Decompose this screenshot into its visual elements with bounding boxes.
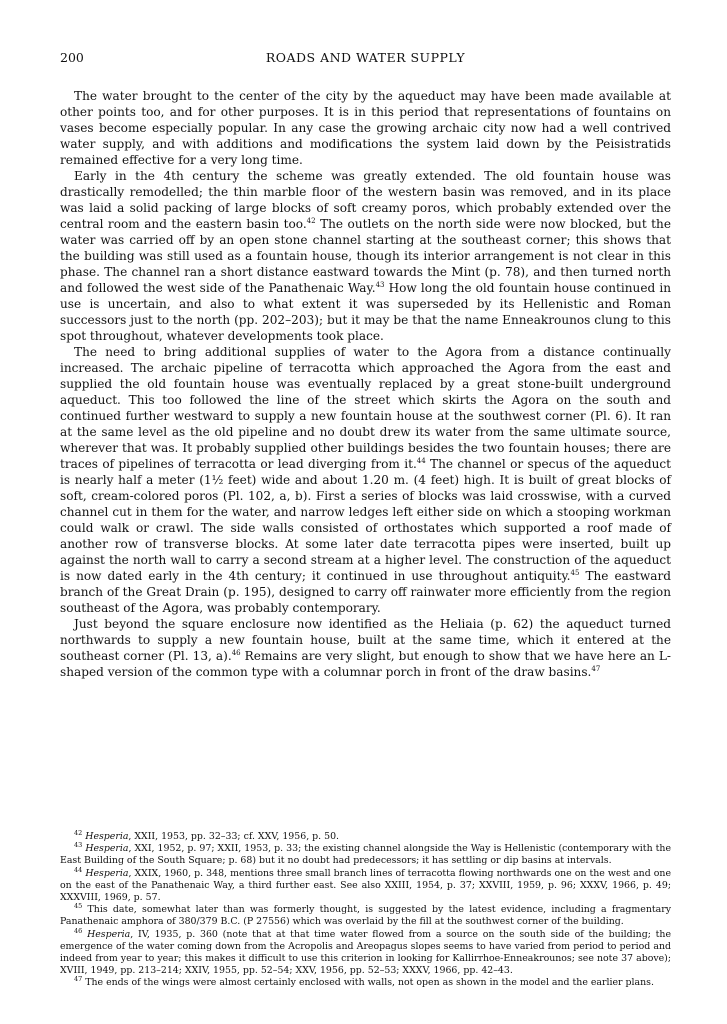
footnote-ref: 44 (416, 456, 426, 465)
footnote-ref: 47 (591, 664, 601, 673)
footnote-ref: 45 (570, 568, 580, 577)
footnote-ref: 46 (231, 648, 241, 657)
running-head: ROADS AND WATER SUPPLY (265, 50, 466, 65)
footnote: $^{47}$ The ends of the wings were almost certainly enclosed with walls, not open as shown in the model and the earlier plans. (74, 975, 654, 989)
footnotes (60, 828, 672, 990)
footnote: $^{44}$ Hesperia, XXIX, 1960, p. 348, mentions three small branch lines of terracotta flowing northwards one on the west and one on the east of the Panathenaic Way, a third further east. See also XXIII, 1954, p. 37; XXVIII, 1959, p. 96; XXXV, 1966, p. 49; XXXVIII, 1969, p. 57. (60, 865, 671, 904)
paragraph: The water brought to the center of the city by the aqueduct may have been made available at other points too, and for other purposes. It is in this period that representations of fountains on vases become especially popular. In any case the growing archaic city now had a well contrived water supply, and with additions and modifications the system laid down by the Peisistratids remained effective for a very long time. (60, 89, 671, 167)
footnote: $^{42}$ Hesperia, XXII, 1953, pp. 32–33; cf. XXV, 1956, p. 50. (74, 828, 340, 842)
page-header (60, 50, 671, 70)
footnote: $^{43}$ Hesperia, XXI, 1952, p. 97; XXII, 1953, p. 33; the existing channel alongside the Way is Hellenistic (contemporary with the East Building of the South Square; p. 68) but it no doubt had predecessors; it has settling or dip basins at intervals. (60, 841, 671, 867)
page-number: 200 (60, 50, 84, 65)
footnote: $^{45}$ This date, somewhat later than was formerly thought, is suggested by the latest evidence, including a fragmentary Panathenaic amphora of 380/379 B.C. (P 27556) which was overlaid by the fill at the southwest corner of the building. (60, 902, 672, 928)
body-text (60, 88, 671, 680)
paragraph: Early in the 4th century the scheme was greatly extended. The old fountain house was drastically remodelled; the thin marble floor of the western basin was removed, and in its place was laid a solid packing of large blocks of soft creamy poros, which probably extended over the central room and the eastern basin too.$^{42}$ The outlets on the north side were now blocked, but the water was carried off by an open stone channel starting at the southeast corner; this shows that the building was still used as a fountain house, though its interior arrangement is not clear in this phase. The channel ran a short distance eastward towards the Mint (p. 78), and then turned north and followed the west side of the Panathenaic Way.$^{43}$ How long the old fountain house continued in use is uncertain, and also to what extent it was superseded by its Hellenistic and Roman successors just to the north (pp. 202–203); but it may be that the name Enneakrounos clung to this spot throughout, whatever developments took place. (60, 169, 671, 343)
footnote-ref: 43 (375, 280, 385, 289)
footnote: $^{46}$ Hesperia, IV, 1935, p. 360 (note that at that time water flowed from a source on the south side of the building; the emergence of the water coming down from the Acropolis and Areopagus slopes seems to have varied from period to period and indeed from year to year; this makes it difficult to use this criterion in looking for Kallirrhoe-Enneakrounos; see note 37 above); XVIII, 1949, pp. 213–214; XXIV, 1955, pp. 52–54; XXV, 1956, pp. 52–53; XXXV, 1966, pp. 42–43. (60, 926, 671, 977)
paragraph: Just beyond the square enclosure now identified as the Heliaia (p. 62) the aqueduct turned northwards to supply a new fountain house, built at the same time, which it entered at the southeast corner (Pl. 13, a).$^{46}$ Remains are very slight, but enough to show that we have here an L-shaped version of the common type with a columnar porch in front of the draw basins.$^{47}$ (60, 617, 671, 679)
paragraph: The need to bring additional supplies of water to the Agora from a distance continually increased. The archaic pipeline of terracotta which approached the Agora from the east and supplied the old fountain house was eventually replaced by a great stone-built underground aqueduct. This too followed the line of the street which skirts the Agora on the south and continued further westward to supply a new fountain house at the southwest corner (Pl. 6). It ran at the same level as the old pipeline and no doubt drew its water from the same ultimate source, wherever that was. It probably supplied other buildings besides the two fountain houses; there are traces of pipelines of terracotta or lead diverging from it.$^{44}$ The channel or specus of the aqueduct is nearly half a meter (1½ feet) wide and about 1.20 m. (4 feet) high. It is built of great blocks of soft, cream-colored poros (Pl. 102, a, b). First a series of blocks was laid crosswise, with a curved channel cut in them for the water, and narrow ledges left either side on which a stooping workman could walk or crawl. The side walls consisted of orthostates which supported a roof made of another row of transverse blocks. At some later date terracotta pipes were inserted, built up against the north wall to carry a second stream at a higher level. The construction of the aqueduct is now dated early in the 4th century; it continued in use throughout antiquity.$^{45}$ The eastward branch of the Great Drain (p. 195), designed to carry off rainwater more efficiently from the region southeast of the Agora, was probably contemporary. (60, 345, 671, 615)
footnote-ref: 42 (306, 216, 316, 225)
